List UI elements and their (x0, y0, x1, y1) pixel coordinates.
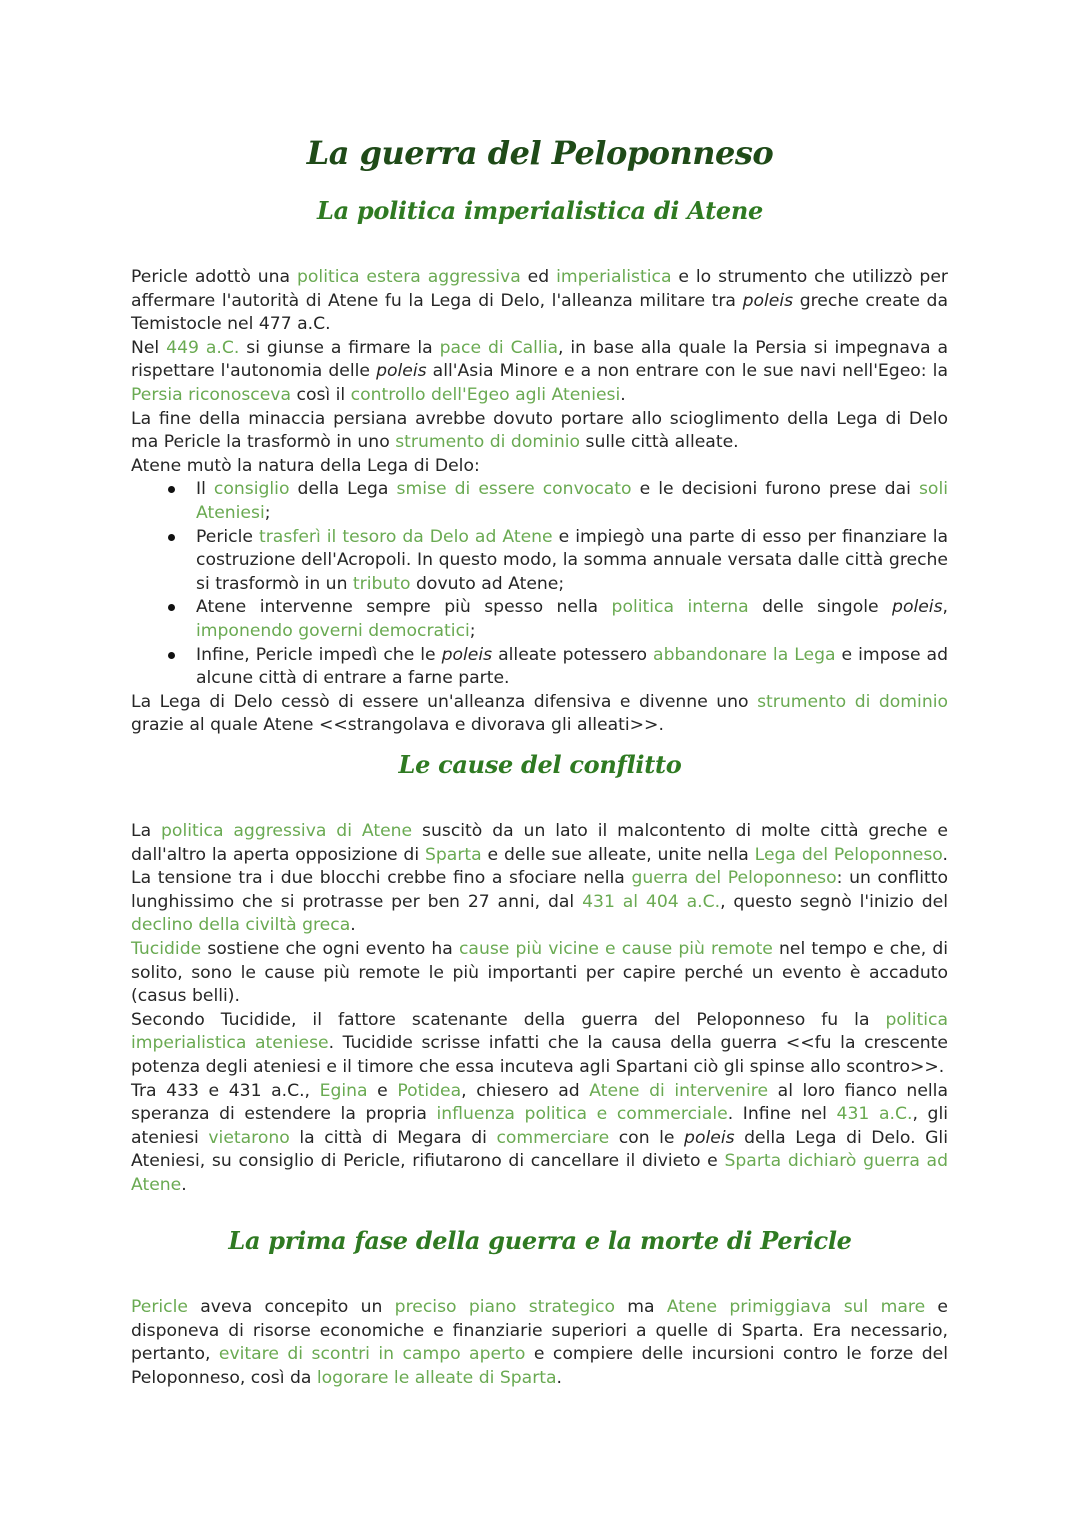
text-run: e impose ad alcune città di entrare a farne parte. (196, 644, 948, 689)
text-run: , gli ateniesi (131, 1104, 949, 1148)
highlight-text: consiglio (213, 479, 290, 500)
text-run: . (556, 1367, 563, 1388)
highlight-text: commerciare (496, 1127, 610, 1148)
text-run: La (131, 821, 162, 841)
section-heading: Le cause del conflitto (398, 750, 682, 779)
paragraph (131, 938, 948, 1009)
highlight-text: Sparta dichiarò guerra ad Atene (131, 1151, 948, 1195)
section-body (131, 266, 948, 738)
text-run: al loro fianco nella speranza di estendere la propria (131, 1080, 948, 1125)
section-body (131, 820, 948, 1198)
text-run: Atene mutò la natura della Lega di Delo: (131, 455, 480, 476)
text-run: e compiere delle incursioni contro le forze del Peloponneso, così da (131, 1344, 948, 1388)
paragraph (131, 1080, 948, 1198)
text-run: . Infine nel (727, 1104, 837, 1125)
italic-term: poleis (892, 597, 943, 618)
italic-term: poleis (376, 361, 427, 382)
text-run: grazie al quale Atene <<strangolava e divorava gli alleati>>. (131, 715, 664, 736)
text-run: Secondo Tucidide, il fattore scatenante della guerra del Peloponneso fu la (131, 1009, 886, 1030)
text-run: e lo strumento che utilizzò per affermare l'autorità di Atene fu la Lega di Delo, l'alleanza militare tra (131, 267, 948, 311)
paragraph (131, 1296, 948, 1390)
section-heading: La prima fase della guerra e la morte di Pericle (228, 1226, 852, 1255)
highlight-text: preciso piano strategico (394, 1297, 615, 1317)
paragraph (131, 266, 948, 337)
bullet-list (131, 478, 948, 690)
highlight-text: soli Ateniesi (196, 479, 948, 523)
highlight-text: cause più vicine e cause più remote (458, 938, 773, 959)
text-run: con le (609, 1127, 685, 1148)
page-title: La guerra del Peloponneso (306, 134, 774, 172)
paragraph-group (131, 820, 948, 1198)
highlight-text: 449 a.C. (166, 337, 240, 358)
text-run: delle singole (748, 597, 893, 618)
text-run: si giunse a firmare la (239, 337, 440, 358)
text-run: la città di Megara di (289, 1127, 497, 1148)
highlight-text: smise di essere convocato (396, 479, 632, 500)
highlight-text: guerra del Peloponneso (631, 868, 837, 889)
paragraph-group (131, 691, 948, 738)
highlight-text: Egina (319, 1080, 368, 1101)
text-run: aveva concepito un (187, 1297, 395, 1317)
highlight-text: Tucidide (131, 938, 202, 959)
highlight-text: strumento di dominio (757, 691, 949, 712)
text-run: ; (264, 502, 271, 523)
highlight-text: pace di Callia (439, 337, 559, 358)
bullet-item (131, 526, 948, 597)
highlight-text: Potidea (397, 1080, 462, 1101)
text-run: nel tempo e che, di solito, sono le cause più remote le più importanti per capire perché un evento è accaduto (casus belli). (131, 938, 949, 1007)
highlight-text: politica interna (611, 597, 749, 618)
text-run: ma (614, 1297, 667, 1317)
paragraph (131, 820, 948, 938)
text-run: della Lega di Delo. Gli Ateniesi, su consiglio di Pericle, rifiutarono di cancellare il divieto e (131, 1127, 948, 1172)
text-run: . La tensione tra i due blocchi crebbe fino a sfociare nella (131, 844, 948, 889)
paragraph-group (131, 1296, 948, 1390)
highlight-text: strumento di dominio (395, 432, 581, 453)
highlight-text: Atene primiggiava sul mare (666, 1297, 926, 1317)
text-run: all'Asia Minore e a non entrare con le sue navi nell'Egeo: la (426, 361, 948, 382)
paragraph (131, 408, 948, 455)
highlight-text: tributo (352, 573, 411, 594)
text-run: sulle città alleate. (580, 432, 739, 453)
text-run: Il (196, 479, 214, 500)
highlight-text: influenza politica e commerciale (436, 1104, 728, 1125)
text-run: della Lega (289, 479, 397, 500)
text-run: . Tucidide scrisse infatti che la causa della guerra <<fu la crescente potenza degli ateniesi e il timore che essa incuteva agli Spartani ciò gli spinse allo scontro>>. (131, 1033, 948, 1077)
text-run: . (620, 384, 626, 405)
text-run: La Lega di Delo cessò di essere un'alleanza difensiva e divenne uno (131, 691, 758, 712)
highlight-text: declino della civiltà greca (131, 915, 351, 936)
highlight-text: politica aggressiva di Atene (161, 821, 413, 841)
highlight-text: politica estera aggressiva (297, 267, 521, 287)
text-run: e delle sue alleate, unite nella (481, 844, 755, 865)
highlight-text: politica imperialistica ateniese (131, 1009, 948, 1054)
text-run: e disponeva di risorse economiche e finanziarie superiori a quelle di Sparta. Era necessario, pertanto, (131, 1297, 948, 1365)
highlight-text: Pericle (131, 1297, 188, 1317)
text-run: Pericle adottò una (131, 267, 297, 287)
italic-term: poleis (684, 1127, 735, 1148)
text-run: Infine, Pericle impedì che le (196, 644, 442, 665)
highlight-text: 431 a.C. (836, 1104, 913, 1125)
highlight-text: imperialistica (556, 267, 672, 287)
highlight-text: Atene di intervenire (589, 1080, 769, 1101)
highlight-text: trasferì il tesoro da Delo ad Atene (259, 526, 553, 547)
bullet-item (131, 644, 948, 691)
highlight-text: imponendo governi democratici (196, 620, 470, 641)
highlight-text: abbandonare la Lega (653, 644, 836, 665)
paragraph (131, 1009, 948, 1080)
text-run: sostiene che ogni evento ha (201, 938, 459, 959)
text-run: , chiesero ad (461, 1080, 590, 1101)
text-run: greche create da Temistocle nel 477 a.C. (131, 290, 948, 335)
highlight-text: Persia riconosceva (131, 384, 292, 405)
text-run: suscitò da un lato il malcontento di molte città greche e dall'altro la aperta opposizione di (131, 821, 948, 865)
text-run: : un conflitto lunghissimo che si protrasse per ben 27 anni, dal (131, 868, 948, 912)
highlight-text: controllo dell'Egeo agli Ateniesi (350, 384, 621, 405)
text-run: e le decisioni furono prese dai (631, 479, 919, 500)
section-body (131, 1296, 948, 1390)
text-run: Pericle (196, 526, 259, 547)
highlight-text: 431 al 404 a.C. (582, 891, 721, 912)
highlight-text: Sparta (424, 844, 482, 865)
text-run: e (367, 1080, 398, 1101)
text-run: , in base alla quale la Persia si impegnava a rispettare l'autonomia delle (131, 337, 949, 382)
italic-term: poleis (742, 290, 794, 311)
paragraph (131, 455, 948, 479)
section-heading: La politica imperialistica di Atene (317, 196, 763, 225)
text-run: , questo segnò l'inizio del (720, 891, 948, 912)
text-run: Nel (131, 337, 167, 358)
text-run: dovuto ad Atene; (410, 573, 565, 594)
bullet-item (131, 596, 948, 643)
text-run: . (181, 1174, 187, 1195)
text-run: così il (291, 384, 351, 405)
highlight-text: logorare le alleate di Sparta (316, 1367, 557, 1388)
bullet-item (131, 478, 948, 525)
text-run: e impiegò una parte di esso per finanziare la costruzione dell'Acropoli. In questo modo, la somma annuale versata dalle città greche si trasformò in un (196, 526, 949, 594)
text-run: ; (469, 620, 476, 641)
paragraph (131, 691, 948, 738)
text-run: , (942, 597, 949, 618)
text-run: . (350, 915, 356, 936)
text-run: alleate potessero (492, 644, 654, 665)
highlight-text: vietarono (208, 1127, 290, 1148)
text-run: Tra 433 e 431 a.C., (131, 1080, 320, 1101)
text-run: Atene intervenne sempre più spesso nella (196, 597, 612, 618)
paragraph-group (131, 266, 948, 478)
text-run: ed (520, 267, 557, 287)
text-run: La fine della minaccia persiana avrebbe dovuto portare allo scioglimento della Lega di Delo ma Pericle la trasformò in uno (131, 408, 948, 453)
paragraph (131, 337, 948, 408)
highlight-text: Lega del Peloponneso (754, 844, 943, 865)
italic-term: poleis (441, 644, 493, 665)
highlight-text: evitare di scontri in campo aperto (218, 1344, 526, 1365)
